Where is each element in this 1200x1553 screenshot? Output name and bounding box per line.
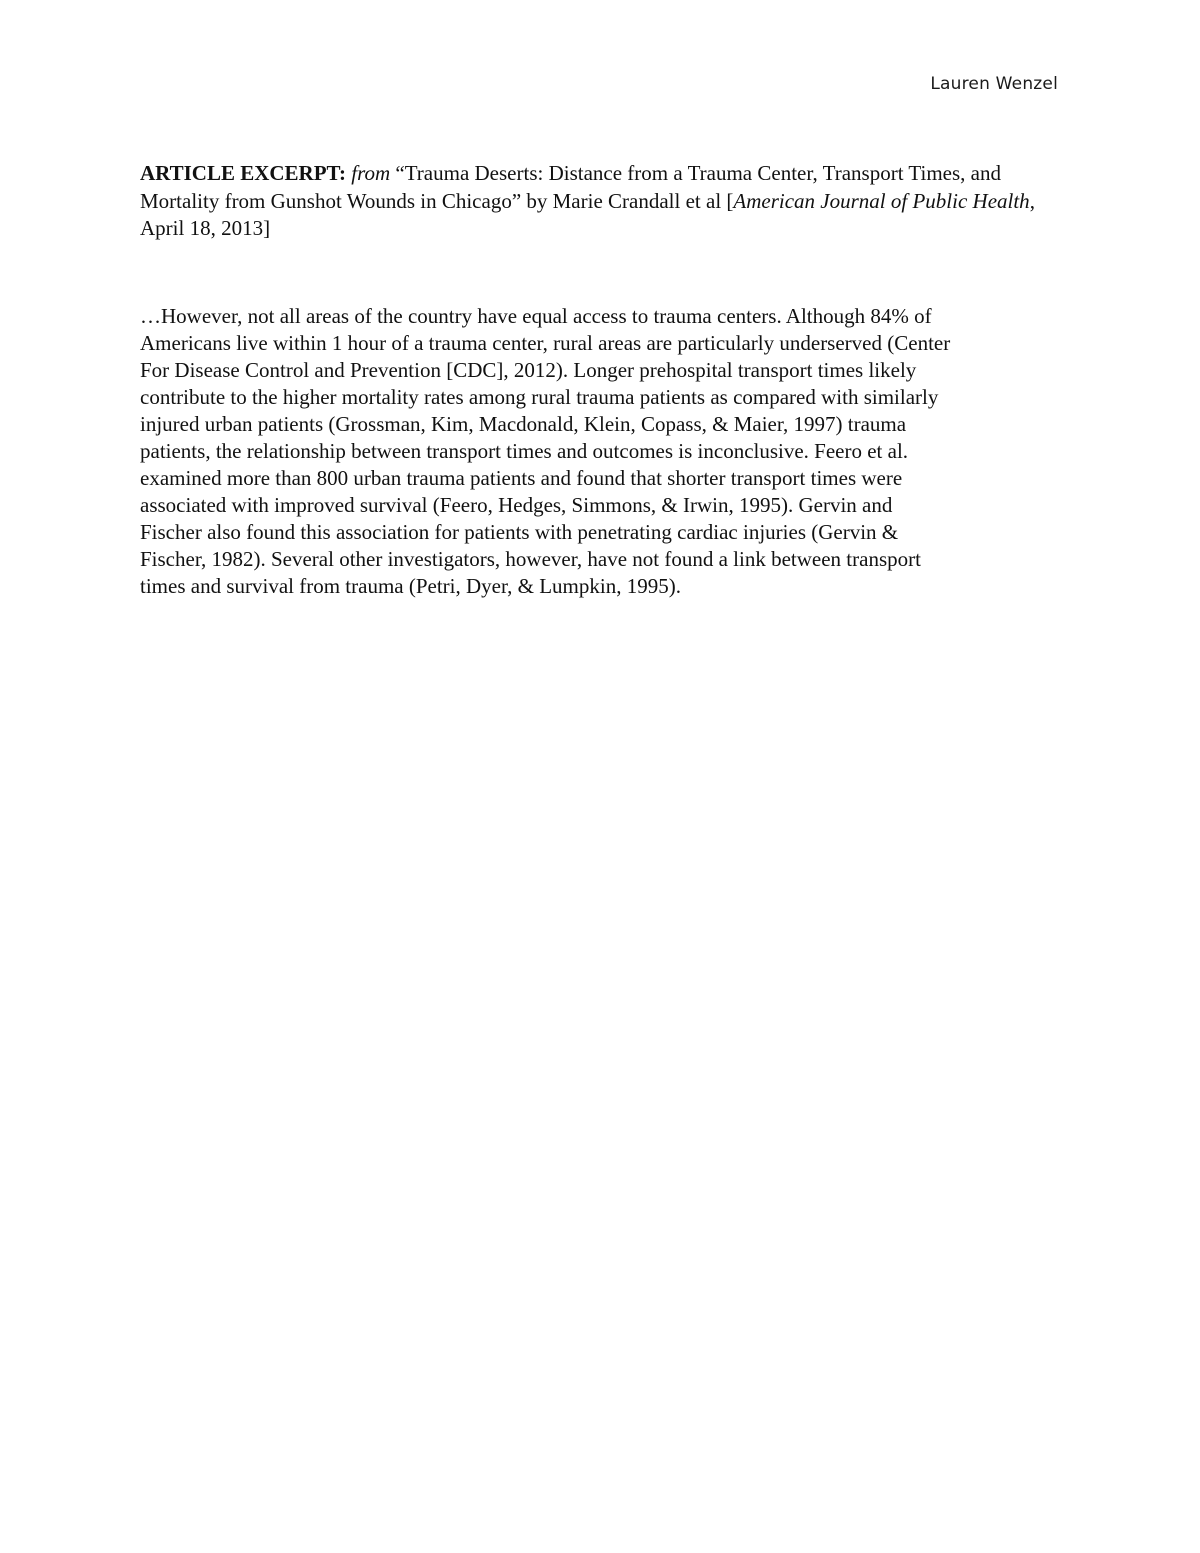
- heading-from-word: from: [351, 161, 391, 185]
- excerpt-line: associated with improved survival (Feero, Hedges, Simmons, & Irwin, 1995). Gervin and: [140, 493, 893, 517]
- excerpt-line: contribute to the higher mortality rates among rural trauma patients as compared with similarly: [140, 385, 939, 409]
- excerpt-line: examined more than 800 urban trauma patients and found that shorter transport times were: [140, 466, 903, 490]
- excerpt-paragraph: [140, 303, 1055, 600]
- excerpt-line: …However, not all areas of the country have equal access to trauma centers. Although 84% of: [140, 304, 932, 328]
- excerpt-line: Fischer also found this association for patients with penetrating cardiac injuries (Gervin &: [140, 520, 899, 544]
- excerpt-line: times and survival from trauma (Petri, Dyer, & Lumpkin, 1995).: [140, 574, 681, 598]
- excerpt-line: Fischer, 1982). Several other investigators, however, have not found a link between transport: [140, 547, 921, 571]
- excerpt-line: patients, the relationship between transport times and outcomes is inconclusive. Feero et al.: [140, 439, 909, 463]
- header-author-name: Lauren Wenzel: [930, 74, 1058, 94]
- heading-journal-name: American Journal of Public Health: [733, 188, 1030, 213]
- heading-title-part1: “Trauma Deserts: Distance from a Trauma Center, Transport Times, and Mortality from Gunshot Wounds in Chicago” by Marie Crandall et al [: [140, 161, 1001, 213]
- heading-title-part2: , April 18, 2013]: [140, 188, 1035, 240]
- excerpt-line: injured urban patients (Grossman, Kim, Macdonald, Klein, Copass, & Maier, 1997) trauma: [140, 412, 907, 436]
- excerpt-line: For Disease Control and Prevention [CDC], 2012). Longer prehospital transport times likely: [140, 358, 917, 382]
- excerpt-line: Americans live within 1 hour of a trauma center, rural areas are particularly underserved (Center: [140, 331, 951, 355]
- heading-label: ARTICLE EXCERPT:: [140, 161, 346, 185]
- article-heading: [140, 160, 1040, 243]
